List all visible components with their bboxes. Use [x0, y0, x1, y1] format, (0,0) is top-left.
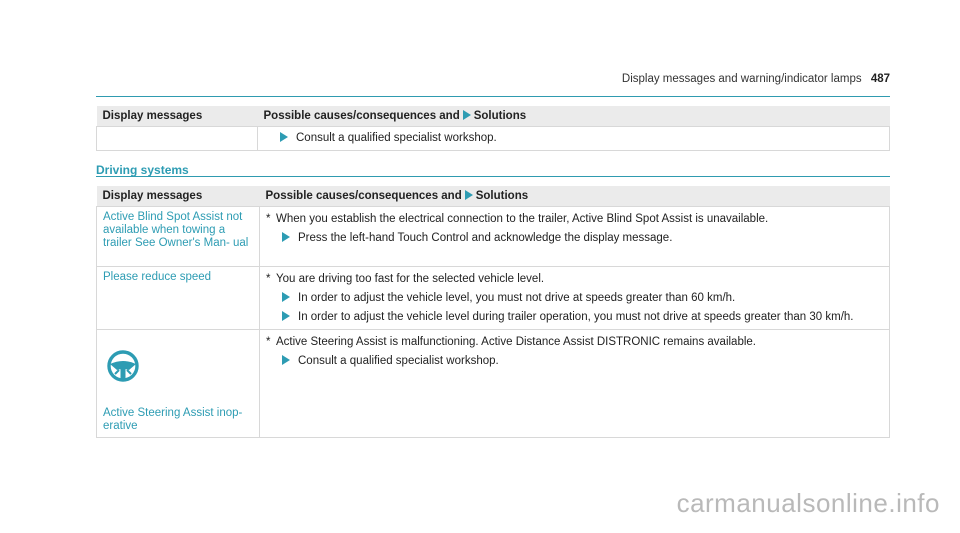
message-cell: Active Blind Spot Assist not available when towing a trailer See Owner's Man- ual	[97, 207, 260, 267]
solution-cell	[260, 330, 890, 438]
cause: * You are driving too fast for the selected vehicle level.	[266, 273, 545, 285]
cause: * When you establish the electrical connection to the trailer, Active Blind Spot Assist is unavailable.	[266, 213, 769, 225]
table-row	[97, 207, 890, 267]
col-header-messages: Display messages	[97, 106, 258, 127]
arrow-icon	[465, 190, 473, 200]
section-title: Driving systems	[96, 163, 189, 177]
step: Press the left-hand Touch Control and acknowledge the display message.	[266, 231, 883, 245]
table-row	[97, 127, 890, 151]
message-cell	[97, 127, 258, 151]
steering-wheel-icon	[103, 348, 253, 387]
solution-cell	[258, 127, 890, 151]
table-row	[97, 330, 890, 438]
header-title: Display messages and warning/indicator lamps	[621, 73, 862, 85]
table-continued	[96, 106, 890, 151]
arrow-icon	[282, 311, 290, 321]
page-number: 487	[870, 73, 890, 85]
col-header-causes: Possible causes/consequences and Solutions	[258, 106, 890, 127]
step: In order to adjust the vehicle level, you must not drive at speeds greater than 60 km/h.	[266, 291, 883, 305]
cause: * Active Steering Assist is malfunctioning. Active Distance Assist DISTRONIC remains available.	[266, 336, 756, 348]
solution-cell	[260, 207, 890, 267]
watermark: carmanualsonline.info	[676, 488, 940, 518]
col-header-causes: Possible causes/consequences and Solutions	[260, 186, 890, 207]
arrow-icon	[282, 292, 290, 302]
header-bar	[622, 73, 890, 85]
col-header-messages: Display messages	[97, 186, 260, 207]
arrow-icon	[280, 132, 288, 142]
table-header-row	[97, 106, 890, 127]
header-rule	[96, 96, 890, 97]
arrow-icon	[282, 355, 290, 365]
arrow-icon	[463, 110, 471, 120]
step: In order to adjust the vehicle level during trailer operation, you must not drive at speeds greater than 30 km/h.	[266, 310, 883, 324]
message-cell: Please reduce speed	[97, 267, 260, 330]
step: Consult a qualified specialist workshop.	[266, 354, 883, 368]
section-rule	[96, 176, 890, 177]
table-header-row	[97, 186, 890, 207]
table-row	[97, 267, 890, 330]
step: Consult a qualified specialist workshop.	[264, 131, 883, 145]
message-cell: Active Steering Assist inop- erative	[97, 330, 260, 438]
solution-cell	[260, 267, 890, 330]
table-driving-systems	[96, 186, 890, 438]
arrow-icon	[282, 232, 290, 242]
